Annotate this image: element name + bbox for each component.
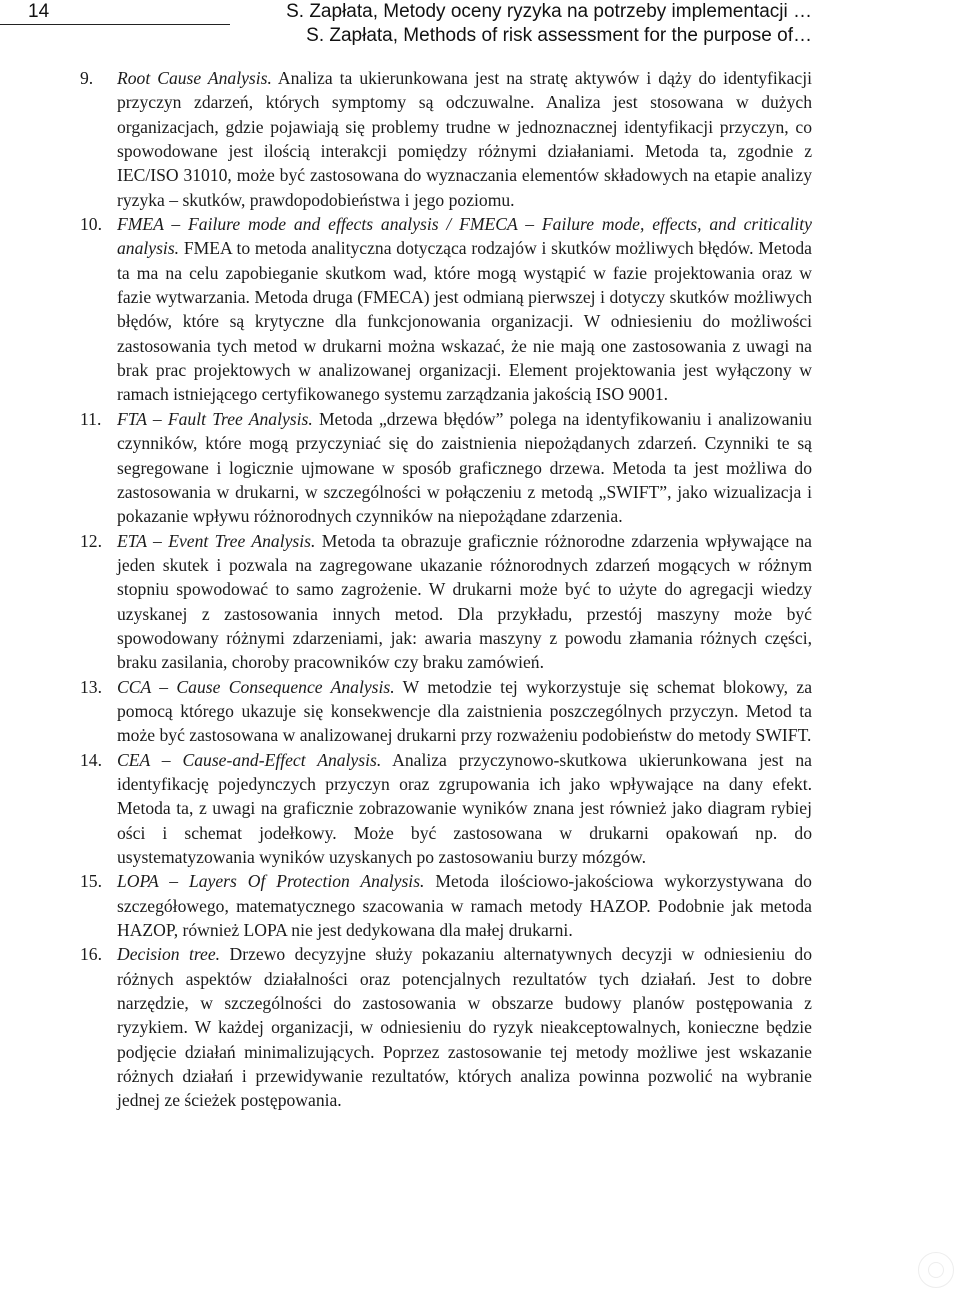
- item-title: FMEA – Failure mode and effects analysis / FMECA – Failure mode, effects, and criticality analysis.: [117, 214, 812, 259]
- item-text: W metodzie tej wykorzystuje się schemat blokowy, za pomocą którego ukazuje się konsekwencje dla zaistnienia poszczególnych przyczyn. Metod ta może być zastosowana w analizowanej drukarni przy rozważeniu podobieństw do metody SWIFT.: [117, 676, 813, 746]
- list-item: [80, 212, 812, 407]
- item-title: ETA – Event Tree Analysis.: [117, 530, 316, 551]
- item-text: Drzewo decyzyjne służy pokazaniu alternatywnych decyzji w odniesieniu do różnych aspektów działalności oraz potencjalnych rezultatów tych działań. Jest to dobre narzędzie, w szczególności do zastosowania w obszarze budowy planów postępowania z ryzykiem. W każdej organizacji, w odniesieniu do ryzyk nieakceptowalnych, konieczne będzie podjęcie działań minimalizujących. Poprzez zastosowanie tej metody możliwe jest wskazanie różnych działań i przewidywanie rezultatów, których analiza powinna pozwolić na wybranie jednej ze ścieżek postępowania.: [117, 944, 812, 1111]
- running-head-line-2: S. Zapłata, Methods of risk assessment for the purpose of…: [306, 24, 812, 46]
- item-number: 16.: [80, 944, 102, 965]
- item-number: 12.: [80, 530, 102, 551]
- item-number: 9.: [80, 68, 94, 88]
- item-text: Analiza przyczynowo-skutkowa ukierunkowana jest na identyfikację pojedynczych przyczyn oraz zgrupowania ich jako wpływające na dany efekt. Metoda ta, z uwagi na graficznie zobrazowanie wyników znana jest również jako diagram rybiej ości i schemat jodełkowy. Może być zastosowana w drukarni opakowań np. do usystematyzowania wyników uzyskanych po zastosowaniu burzy mózgów.: [117, 749, 812, 867]
- page-header: [0, 0, 960, 48]
- item-text: Analiza ta ukierunkowana jest na stratę aktywów i dąży do identyfikacji przyczyn zdarzeń, których symptomy są odczuwalne. Analiza jest stosowana w dużych organizacjach, gdzie pojawiają się problemy trudne w jednoznacznej identyfikacji przyczyn, co spowodowane jest ilością interakcji pomiędzy różnymi działaniami. Metoda ta, zgodnie z IEC/ISO 31010, może być zastosowana do wyznaczania elementów składowych na etapie analizy ryzyka – skutków, prawdopodobieństwa i jego poziomu.: [117, 68, 812, 210]
- item-title: FTA – Fault Tree Analysis.: [117, 408, 313, 429]
- page-number: 14: [28, 1, 50, 22]
- item-text: Metoda „drzewa błędów” polega na identyfikowaniu i analizowaniu czynników, które mogą przyczyniać się do zaistnienia niepożądanych zdarzeń. Czynniki te są segregowane i logicznie ujmowane w sposób graficznego drzewa. Metoda ta jest możliwa do zastosowania w drukarni, w szczególności w połączeniu z metodą „SWIFT”, jako wizualizacja i pokazanie wpływu różnorodnych czynników na niepożądane zdarzenia.: [117, 408, 812, 527]
- item-number: 13.: [80, 676, 102, 697]
- list-item: [80, 529, 812, 675]
- item-number: 15.: [80, 871, 102, 892]
- item-number: 14.: [80, 749, 102, 770]
- item-number: 11.: [80, 408, 102, 429]
- item-title: LOPA – Layers Of Protection Analysis.: [117, 871, 425, 892]
- item-title: CCA – Cause Consequence Analysis.: [117, 676, 395, 697]
- list-item: [80, 748, 812, 870]
- item-text: FMEA to metoda analityczna dotycząca rodzajów i skutków możliwych błędów. Metoda ta ma na celu zapobieganie skutkom wad, które mogą wystąpić w fazie projektowania oraz w fazie wytwarzania. Metoda druga (FMECA) jest odmianą pierwszej i dotyczy skutków możliwych błędów, które są krytyczne dla funkcjonowania organizacji. W odniesieniu do możliwości zastosowania tych metod w drukarni można wskazać, że nie mają one zastosowania z uwagi na brak prac projektowych w analizowanej organizacji. Element projektowania jest wyłączony w ramach istniejącego certyfikowanego systemu zarządzania jakością ISO 9001.: [117, 238, 812, 405]
- running-head: [286, 0, 812, 47]
- item-text: Metoda ilościowo-jakościowa wykorzystywana do szczegółowego, matematycznego szacowania w ramach metody HAZOP. Podobnie jak metoda HAZOP, również LOPA nie jest dedykowana dla małej drukarni.: [117, 871, 812, 941]
- list-item: [80, 869, 812, 942]
- header-rule: [0, 24, 230, 25]
- list-item: [80, 66, 812, 212]
- list-item: [80, 942, 812, 1112]
- item-title: CEA – Cause-and-Effect Analysis.: [117, 749, 382, 770]
- item-title: Root Cause Analysis.: [117, 68, 272, 88]
- list-item: [80, 675, 812, 748]
- item-number: 10.: [80, 214, 102, 235]
- running-head-line-1: S. Zapłata, Metody oceny ryzyka na potrzeby implementacji …: [286, 1, 812, 22]
- watermark-icon: [918, 1252, 954, 1288]
- list-item: [80, 407, 812, 529]
- body-text: [80, 66, 812, 1113]
- item-title: Decision tree.: [117, 944, 221, 965]
- item-text: Metoda ta obrazuje graficznie różnorodne zdarzenia wpływające na jeden skutek i pozwala na zagregowane ukazanie różnorodnych zdarzeń mogących w różnym stopniu spowodować to samo zagrożenie. W drukarni może być to użyte do agregacji wiedzy uzyskanej z zastosowania innych metod. Dla przykładu, przestój maszyny może być spowodowany różnymi zdarzeniami, jak: awaria maszyny z powodu złamania różnych części, braku zasilania, choroby pracowników czy braku zamówień.: [117, 530, 812, 673]
